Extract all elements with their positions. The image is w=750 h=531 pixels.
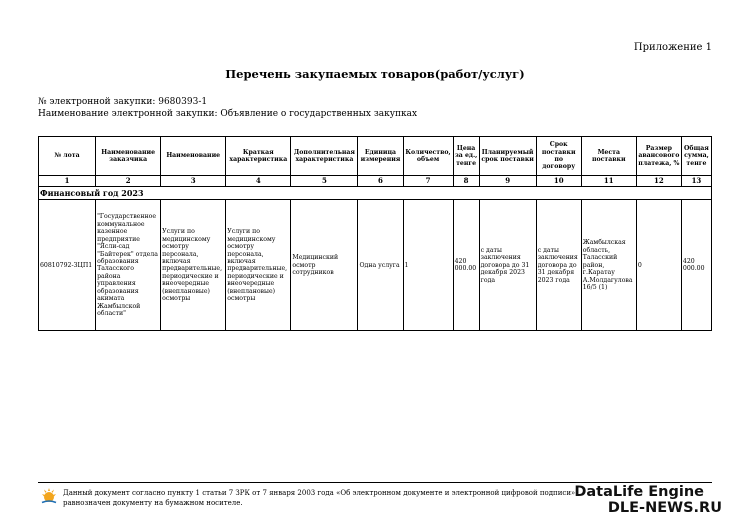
purchase-name: Наименование электронной закупки: Объявление о государственных закупках [38, 109, 418, 119]
section-row [39, 187, 712, 200]
column-number: 3 [161, 176, 226, 187]
column-header: Общая сумма, тенге [681, 137, 711, 176]
goods-table [38, 136, 712, 331]
table-header-row [39, 137, 712, 176]
advance-payment-cell: 0 [636, 200, 681, 331]
contract-term-cell: с даты заключения договора до 31 декабря 2023 года [536, 200, 581, 331]
column-number-row [39, 176, 712, 187]
column-number: 2 [96, 176, 161, 187]
document-title: Перечень закупаемых товаров(работ/услуг) [225, 67, 525, 81]
watermark-line-2: DLE-NEWS.RU [607, 500, 722, 516]
column-number: 10 [536, 176, 581, 187]
additional-description-cell: Медицинский осмотр сотрудников [291, 200, 358, 331]
column-number: 4 [226, 176, 291, 187]
delivery-place-cell: Жамбылская область, Таласский район, г.Каратау А.Молдагулова 16/5 (1) [581, 200, 636, 331]
column-number: 9 [479, 176, 536, 187]
column-header: Цена за ед., тенге [453, 137, 479, 176]
column-header: № лота [39, 137, 96, 176]
name-cell: Услуги по медицинскому осмотру персонала, включая предварительные, периодические и внеочередные (внеплановые) осмотры [161, 200, 226, 331]
column-number: 1 [39, 176, 96, 187]
column-header: Срок поставки по договору [536, 137, 581, 176]
lot-number-cell: 60810792-ЗЦП1 [39, 200, 96, 331]
unit-cell: Одна услуга [358, 200, 403, 331]
customer-cell: "Государственное коммунальное казенное предприятие "Ясли-сад "Байтерек" отдела образования Таласского района управления образования акимата Жамбылской области" [96, 200, 161, 331]
column-number: 5 [291, 176, 358, 187]
short-description-cell: Услуги по медицинскому осмотру персонала, включая предварительные, периодические и внеочередные (внеплановые) осмотры [226, 200, 291, 331]
column-header: Единица измерения [358, 137, 403, 176]
footer-divider [38, 482, 712, 483]
column-number: 8 [453, 176, 479, 187]
column-header: Дополнительная характеристика [291, 137, 358, 176]
column-number: 7 [403, 176, 453, 187]
purchase-number: № электронной закупки: 9680393-1 [38, 97, 208, 107]
appendix-label: Приложение 1 [633, 42, 712, 53]
column-header: Краткая характеристика [226, 137, 291, 176]
column-header: Планируемый срок поставки [479, 137, 536, 176]
column-header: Размер авансового платежа, % [636, 137, 681, 176]
quantity-cell: 1 [403, 200, 453, 331]
section-title: Финансовый год 2023 [39, 187, 712, 200]
column-number: 6 [358, 176, 403, 187]
column-number: 13 [681, 176, 711, 187]
column-header: Наименование [161, 137, 226, 176]
watermark-line-1: DataLife Engine [574, 484, 704, 500]
price-cell: 420 000.00 [453, 200, 479, 331]
column-header: Количество, объем [403, 137, 453, 176]
column-header: Места поставки [581, 137, 636, 176]
column-number: 12 [636, 176, 681, 187]
sun-logo-icon [40, 487, 58, 505]
total-amount-cell: 420 000.00 [681, 200, 711, 331]
footer-legal-text: Данный документ согласно пункту 1 статьи 7 ЗРК от 7 января 2003 года «Об электронном документе и электронной цифровой подписи» равнозначен документу на бумажном носителе. [63, 489, 576, 508]
planned-term-cell: с даты заключения договора до 31 декабря 2023 года [479, 200, 536, 331]
column-number: 11 [581, 176, 636, 187]
table-row [39, 200, 712, 331]
column-header: Наименование заказчика [96, 137, 161, 176]
